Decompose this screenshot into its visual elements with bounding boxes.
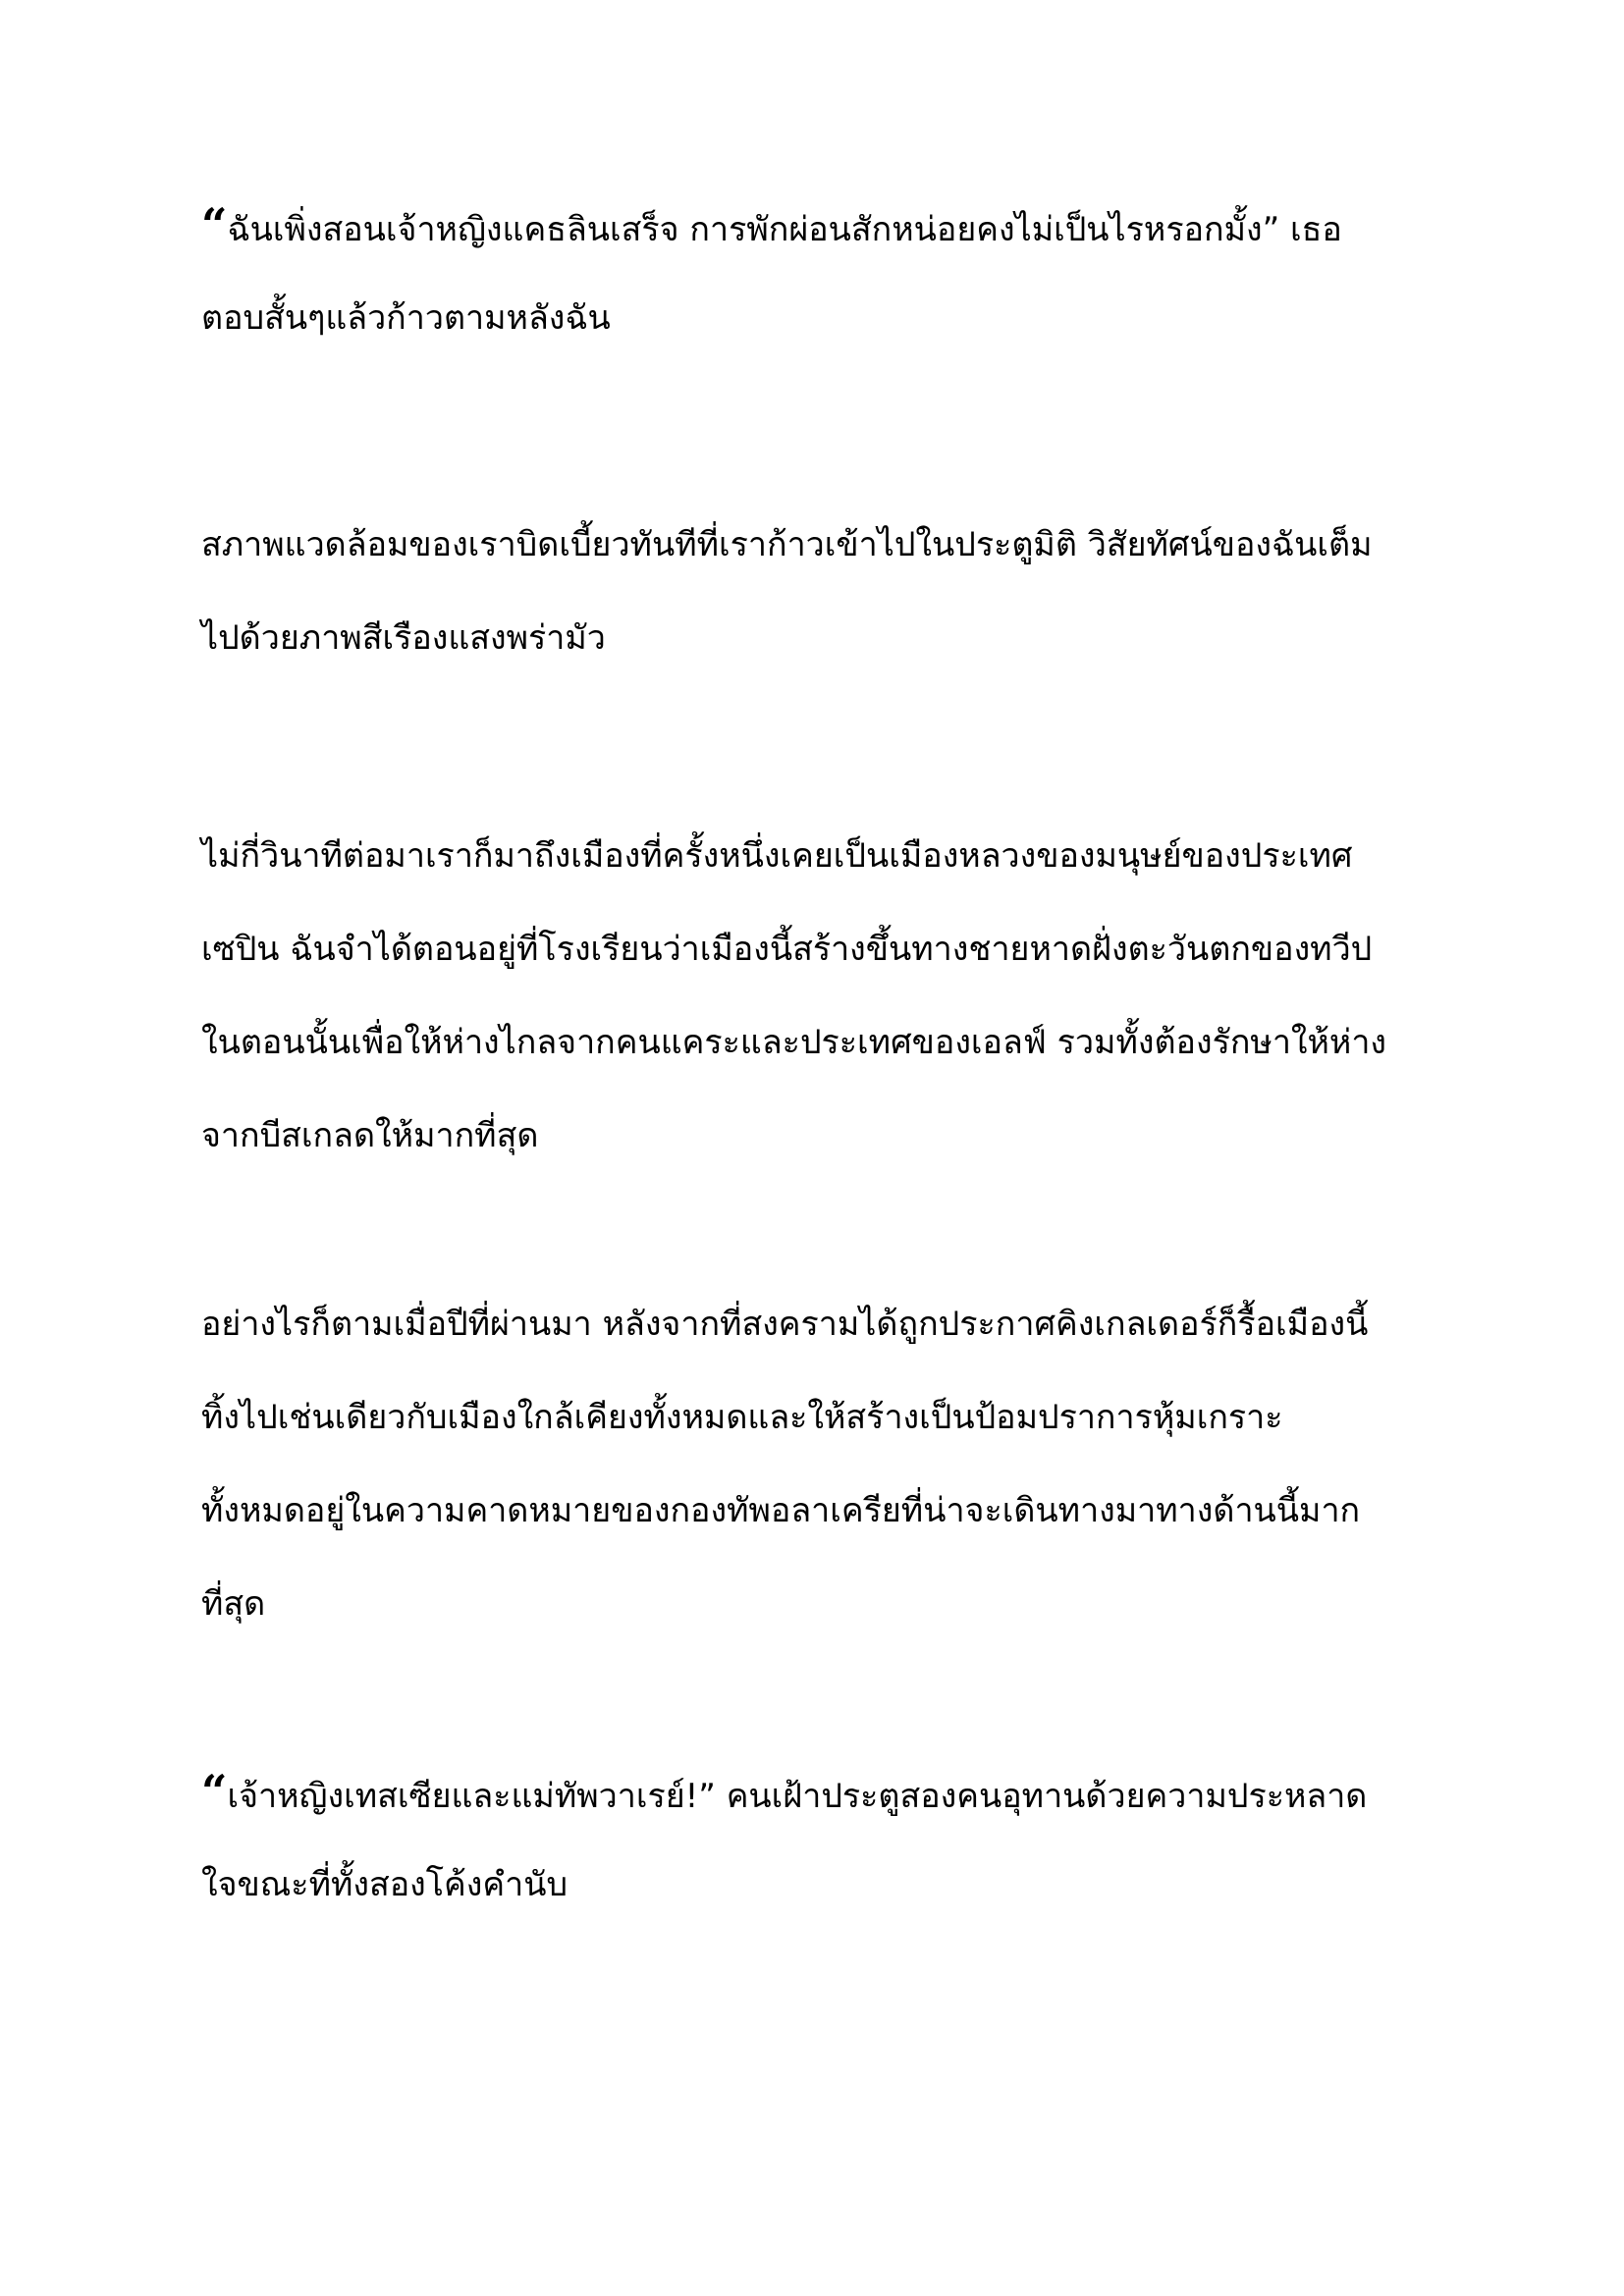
open-quote-mark: “ bbox=[201, 1765, 228, 1818]
paragraph-2-line-1: สภาพแวดล้อมของเราบิดเบี้ยวทันทีที่เราก้าวเข้าไปในประตูมิติ วิสัยทัศน์ของฉันเต็ม bbox=[201, 525, 1373, 564]
paragraph-4-line-2: ทิ้งไปเช่นเดียวกับเมืองใกล้เคียงทั้งหมดและให้สร้างเป็นป้อมปราการหุ้มเกราะ bbox=[201, 1398, 1283, 1437]
paragraph-4-line-1: อย่างไรก็ตามเมื่อปีที่ผ่านมา หลังจากที่สงครามได้ถูกประกาศคิงเกลเดอร์ก็รื้อเมืองนี้ bbox=[201, 1305, 1369, 1344]
paragraph-3-line-4: จากบีสเกลดให้มากที่สุด bbox=[201, 1116, 539, 1155]
paragraph-3 bbox=[201, 810, 1438, 1183]
paragraph-4-line-3: ทั้งหมดอยู่ในความคาดหมายของกองทัพอลาเครียที่น่าจะเดินทางมาทางด้านนี้มาก bbox=[201, 1491, 1361, 1530]
paragraph-3-line-1: ไม่กี่วินาทีต่อมาเราก็มาถึงเมืองที่ครั้งหนึ่งเคยเป็นเมืองหลวงของมนุษย์ของประเทศ bbox=[201, 836, 1353, 876]
paragraph-5-line-1 bbox=[201, 1745, 1438, 1839]
paragraph-5 bbox=[201, 1745, 1438, 1932]
line-text: ฉันเพิ่งสอนเจ้าหญิงแคธลินเสร็จ การพักผ่อนสักหน่อยคงไม่เป็นไรหรอกมั้ง” เธอ bbox=[227, 210, 1342, 249]
line-text: เจ้าหญิงเทสเซียและแม่ทัพวาเรย์!” คนเฝ้าประตูสองคนอุทานด้วยความประหลาด bbox=[227, 1777, 1368, 1816]
paragraph-2-line-2: ไปด้วยภาพสีเรืองแสงพร่ามัว bbox=[201, 618, 606, 658]
open-quote-mark: “ bbox=[201, 198, 228, 251]
paragraph-1 bbox=[201, 179, 1438, 365]
paragraph-1-line-1 bbox=[201, 179, 1438, 272]
paragraph-4 bbox=[201, 1278, 1438, 1651]
paragraph-4-line-4: ที่สุด bbox=[201, 1584, 266, 1624]
paragraph-2 bbox=[201, 499, 1438, 685]
paragraph-3-line-2: เซปิน ฉันจำได้ตอนอยู่ที่โรงเรียนว่าเมืองนี้สร้างขึ้นทางชายหาดฝั่งตะวันตกของทวีป bbox=[201, 930, 1373, 969]
paragraph-5-line-2: ใจขณะที่ทั้งสองโค้งคำนับ bbox=[201, 1865, 568, 1904]
paragraph-1-line-2: ตอบสั้นๆแล้วก้าวตามหลังฉัน bbox=[201, 298, 611, 338]
paragraph-3-line-3: ในตอนนั้นเพื่อให้ห่างไกลจากคนแคระและประเทศของเอลฟ์ รวมทั้งต้องรักษาให้ห่าง bbox=[201, 1023, 1387, 1062]
